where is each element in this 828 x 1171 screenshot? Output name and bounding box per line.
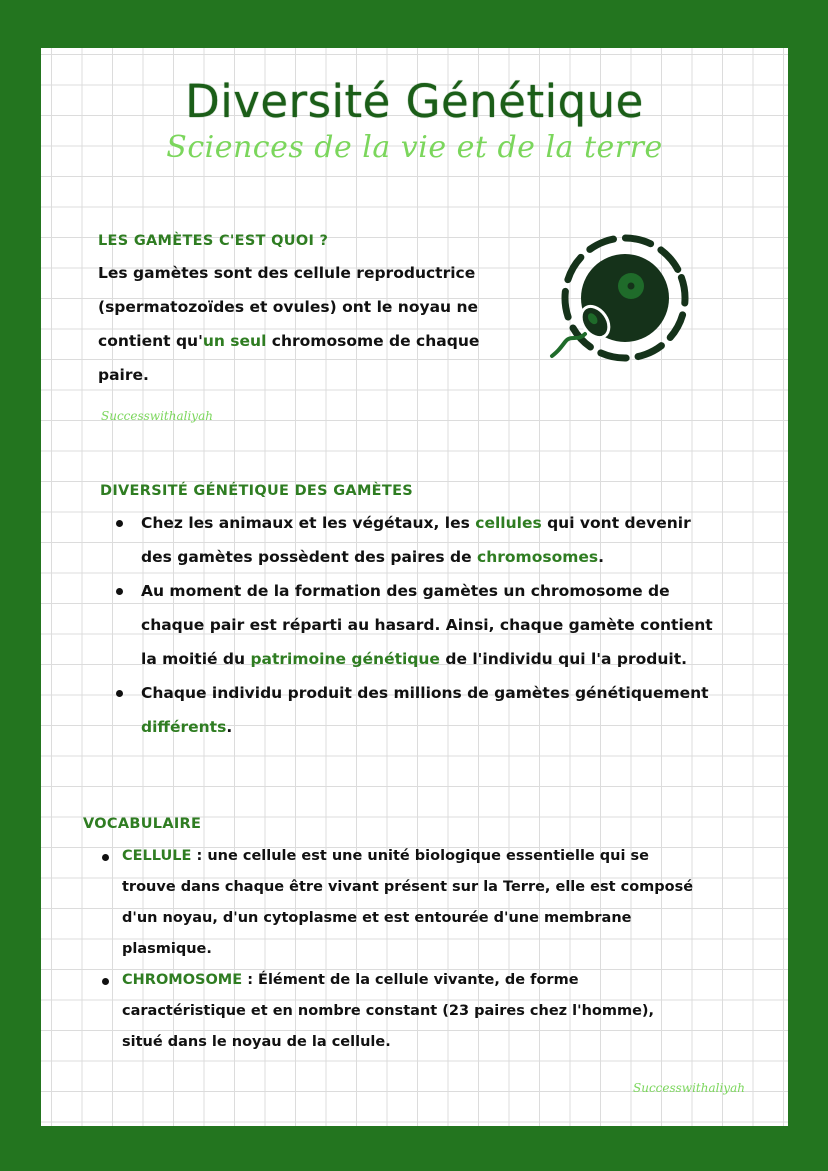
list-item: Chaque individu produit des millions de gamètes génétiquement différents. [141, 676, 721, 744]
page-sheet [41, 48, 788, 1126]
list-item: Au moment de la formation des gamètes un chromosome de chaque pair est réparti au hasard. Ainsi, chaque gamète contient la moitié du patrimoine génétique de l'individu qui l'a produit. [141, 574, 721, 676]
gametes-text-b: chromosome de chaque paire. [98, 332, 480, 384]
signature-bottom: Successwithaliyah [633, 1081, 745, 1095]
term-chromosome: CHROMOSOME [122, 972, 243, 988]
vocabulaire-list [122, 841, 697, 1058]
page-title: Diversité Génétique [185, 75, 644, 128]
diversite-list [141, 506, 721, 744]
page-subtitle: Sciences de la vie et de la terre [166, 130, 663, 165]
list-item: Chez les animaux et les végétaux, les cellules qui vont devenir des gamètes possèdent des paires de chromosomes. [141, 506, 721, 574]
gametes-text-a: Les gamètes sont des cellule reproductrice (spermatozoïdes et ovules) ont le noyau ne contient qu' [98, 264, 479, 350]
section-heading-diversite: DIVERSITÉ GÉNÉTIQUE DES GAMÈTES [100, 483, 414, 499]
list-item: CELLULE : une cellule est une unité biologique essentielle qui se trouve dans chaque être vivant présent sur la Terre, elle est composé d'un noyau, d'un cytoplasme et est entourée d'une membrane plasmique. [122, 841, 697, 965]
signature-top: Successwithaliyah [101, 409, 213, 423]
section-heading-vocabulaire: VOCABULAIRE [83, 816, 202, 832]
gametes-highlight: un seul [202, 332, 267, 350]
section-heading-gametes: LES GAMÈTES C'EST QUOI ? [98, 233, 329, 249]
sperm-egg-icon [549, 230, 699, 366]
list-item: CHROMOSOME : Élément de la cellule vivante, de forme caractéristique et en nombre constant (23 paires chez l'homme), situé dans le noyau de la cellule. [122, 965, 697, 1058]
gametes-definition [98, 256, 523, 392]
term-cellule: CELLULE [122, 848, 192, 864]
